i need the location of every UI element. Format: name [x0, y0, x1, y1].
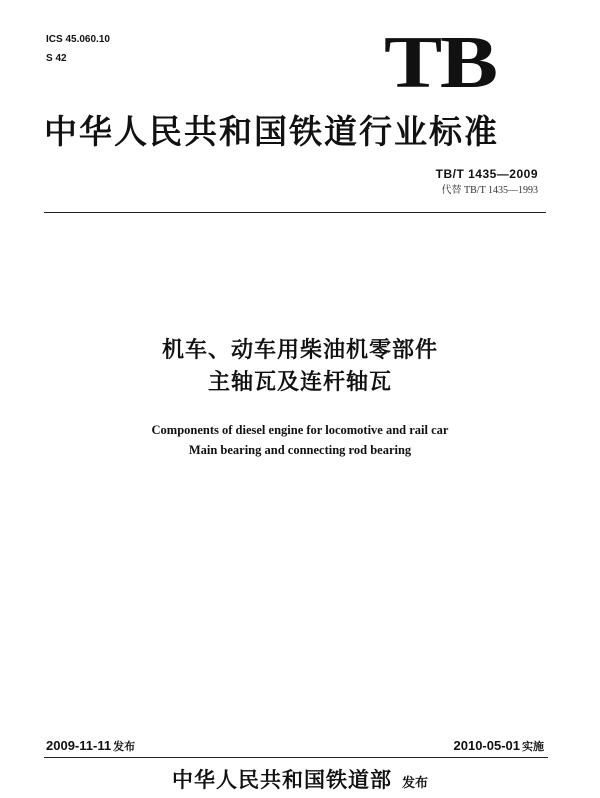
issue-date-suffix: 发布 [113, 740, 136, 753]
ics-code: ICS 45.060.10 [46, 34, 110, 45]
publisher-action: 发布 [401, 776, 428, 791]
tb-logo: TB [384, 22, 496, 104]
top-divider [44, 212, 546, 213]
issue-date-block [46, 738, 135, 755]
effective-date-suffix: 实施 [522, 740, 544, 753]
effective-date: 2010-05-01 [453, 738, 520, 753]
publisher-block [0, 766, 600, 798]
ccs-code: S 42 [46, 53, 67, 64]
replaces-standard: 代替 TB/T 1435—1993 [441, 185, 538, 196]
title-english-line-1: Components of diesel engine for locomotive and rail car [151, 423, 449, 437]
standard-category-title: 中华人民共和国铁道行业标准 [44, 112, 499, 151]
issue-date: 2009-11-11 [46, 738, 112, 753]
title-chinese-line-1: 机车、动车用柴油机零部件 [161, 338, 438, 363]
bottom-divider [44, 757, 548, 758]
standard-number: TB/T 1435—2009 [435, 167, 538, 181]
title-english-line-2: Main bearing and connecting rod bearing [188, 443, 412, 457]
effective-date-block [454, 738, 545, 755]
title-chinese-line-2: 主轴瓦及连杆轴瓦 [207, 370, 392, 395]
publisher-name: 中华人民共和国铁道部 [171, 768, 392, 792]
